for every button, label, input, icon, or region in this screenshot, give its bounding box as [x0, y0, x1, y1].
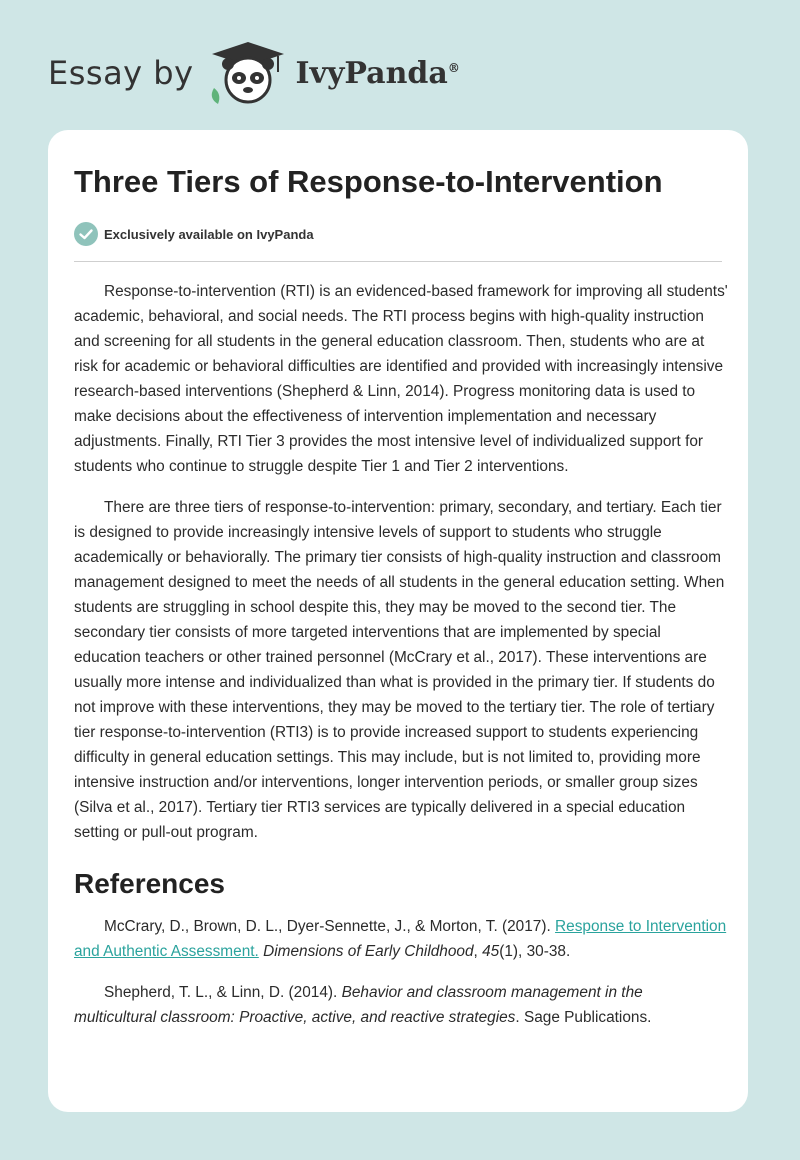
- paragraph: Response-to-intervention (RTI) is an evidenced-based framework for improving all students' academic, behavioral, and social needs. The RTI process begins with high-quality instruction and screening for all students in the general education classroom. Then, students who are at risk for academic or behavioral difficulties are identified and provided with increasingly intensive research-based interventions (Shepherd & Linn, 2014). Progress monitoring data is used to make decisions about the effectiveness of intervention implementation and necessary adjustments. Finally, RTI Tier 3 provides the most intensive level of individualized support for students who continue to struggle despite Tier 1 and Tier 2 interventions.: [74, 283, 728, 475]
- site-header: [48, 38, 460, 108]
- title-divider: [74, 261, 722, 262]
- brand-name[interactable]: IvyPanda®: [295, 55, 460, 91]
- essay-title: Three Tiers of Response-to-Intervention: [74, 164, 663, 199]
- essay-body: [74, 279, 728, 1046]
- essay-by-label: Essay by: [48, 54, 194, 92]
- exclusive-badge: [74, 222, 314, 246]
- references-heading: References: [74, 868, 225, 899]
- reference-item: Shepherd, T. L., & Linn, D. (2014). Behavior and classroom management in the multicultural classroom: Proactive, active, and reactive strategies. Sage Publications.: [74, 984, 652, 1026]
- reference-item: McCrary, D., Brown, D. L., Dyer-Sennette, J., & Morton, T. (2017). Response to Intervention and Authentic Assessment. Dimensions of Early Childhood, 45(1), 30-38.: [74, 918, 727, 960]
- essay-card: [48, 130, 748, 1112]
- paragraph: There are three tiers of response-to-intervention: primary, secondary, and tertiary. Each tier is designed to provide increasingly intensive levels of support to students who struggle academically or behaviorally. The primary tier consists of high-quality instruction and classroom management designed to meet the needs of all students in the general education setting. When students are struggling in school despite this, they may be moved to the second tier. The secondary tier consists of more targeted interventions that are implemented by special education teachers or other trained personnel (McCrary et al., 2017). These interventions are usually more intense and individualized than what is provided in the primary tier. If students do not improve with these interventions, they may be moved to the tertiary tier. The role of tertiary tier response-to-intervention (RTI3) is to provide increased support to students experiencing difficulty in general education settings. This may include, but is not limited to, providing more intensive instruction and/or interventions, longer intervention periods, or smaller group sizes (Silva et al., 2017). Tertiary tier RTI3 services are typically delivered in a special education setting or pull-out program.: [74, 499, 725, 841]
- check-badge-icon: [74, 222, 98, 246]
- reference-link[interactable]: Response to Intervention and Authentic Assessment.: [74, 918, 727, 960]
- exclusive-badge-text: Exclusively available on IvyPanda: [104, 226, 314, 242]
- panda-logo-icon[interactable]: [208, 38, 288, 108]
